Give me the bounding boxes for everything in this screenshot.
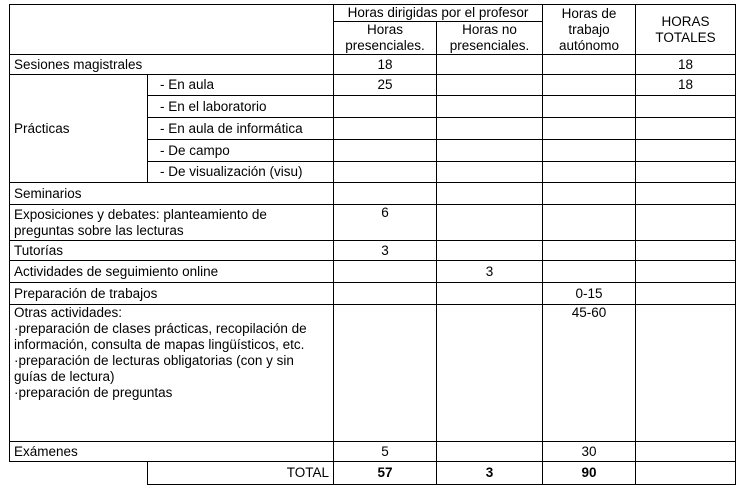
total-autonomo: 90 — [543, 462, 636, 485]
hours-table — [9, 4, 736, 485]
total-row — [10, 462, 736, 485]
cell-autonomo — [543, 261, 636, 283]
cell-total — [636, 205, 736, 241]
cell-total — [636, 162, 736, 183]
table-row — [10, 183, 736, 205]
cell-total — [636, 96, 736, 118]
cell-autonomo — [543, 241, 636, 261]
practicas-sub-laboratorio: - En el laboratorio — [148, 96, 334, 118]
cell-autonomo — [543, 96, 636, 118]
cell-total — [636, 442, 736, 462]
practicas-sub-visualizacion: - De visualización (visu) — [148, 162, 334, 183]
cell-total — [636, 305, 736, 442]
row-label-seminarios: Seminarios — [10, 183, 334, 205]
cell-presenciales: 6 — [334, 205, 437, 241]
cell-no-presenciales — [437, 140, 543, 162]
cell-no-presenciales — [437, 283, 543, 305]
header-group-directed: Horas dirigidas por el profesor — [334, 5, 543, 22]
cell-total — [636, 118, 736, 140]
row-label-practicas: Prácticas — [10, 75, 148, 183]
cell-presenciales — [334, 283, 437, 305]
table-row — [10, 305, 736, 442]
practicas-sub-campo: - De campo — [148, 140, 334, 162]
cell-presenciales: 25 — [334, 75, 437, 96]
cell-no-presenciales — [437, 96, 543, 118]
cell-autonomo — [543, 162, 636, 183]
cell-presenciales — [334, 96, 437, 118]
cell-total: 18 — [636, 75, 736, 96]
practicas-sub-informatica: - En aula de informática — [148, 118, 334, 140]
table-row — [10, 205, 736, 241]
cell-presenciales — [334, 140, 437, 162]
total-total — [636, 462, 736, 485]
cell-presenciales: 18 — [334, 55, 437, 75]
exposiciones-label-text: Exposiciones y debates: planteamiento de preguntas sobre las lecturas — [14, 206, 267, 238]
total-label: TOTAL — [148, 462, 334, 485]
cell-no-presenciales: 3 — [437, 261, 543, 283]
table-row — [10, 261, 736, 283]
total-no-presenciales: 3 — [437, 462, 543, 485]
practicas-sub-aula: - En aula — [148, 75, 334, 96]
row-label-examenes: Exámenes — [10, 442, 334, 462]
cell-presenciales — [334, 261, 437, 283]
cell-presenciales — [334, 118, 437, 140]
cell-autonomo — [543, 183, 636, 205]
header-blank-cell — [10, 5, 334, 55]
row-label-exposiciones — [10, 205, 334, 241]
cell-total — [636, 183, 736, 205]
cell-total — [636, 261, 736, 283]
otras-label-text: Otras actividades: ·preparación de clases prácticas, recopilación de información, consulta de mapas lingüísticos, etc. ·preparación de lecturas obligatorias (con y sin guías de lectura) ·preparación de preguntas — [14, 305, 307, 400]
cell-no-presenciales — [437, 75, 543, 96]
cell-autonomo — [543, 140, 636, 162]
cell-presenciales: 5 — [334, 442, 437, 462]
cell-total — [636, 283, 736, 305]
cell-presenciales: 3 — [334, 241, 437, 261]
cell-autonomo: 30 — [543, 442, 636, 462]
cell-presenciales — [334, 183, 437, 205]
table-row — [10, 55, 736, 75]
table-row — [10, 283, 736, 305]
cell-autonomo — [543, 118, 636, 140]
cell-autonomo — [543, 75, 636, 96]
table-row — [10, 241, 736, 261]
cell-no-presenciales — [437, 162, 543, 183]
row-label-trabajos: Preparación de trabajos — [10, 283, 334, 305]
header-presenciales: Horas presenciales. — [334, 22, 437, 55]
cell-no-presenciales — [437, 55, 543, 75]
row-label-otras — [10, 305, 334, 442]
cell-autonomo: 0-15 — [543, 283, 636, 305]
table-row — [10, 442, 736, 462]
table-row — [10, 75, 736, 96]
cell-no-presenciales — [437, 183, 543, 205]
cell-total: 18 — [636, 55, 736, 75]
header-totales: HORAS TOTALES — [636, 5, 736, 55]
cell-autonomo — [543, 55, 636, 75]
total-presenciales: 57 — [334, 462, 437, 485]
cell-presenciales — [334, 162, 437, 183]
cell-autonomo — [543, 205, 636, 241]
cell-presenciales — [334, 305, 437, 442]
cell-autonomo: 45-60 — [543, 305, 636, 442]
header-autonomo: Horas de trabajo autónomo — [543, 5, 636, 55]
header-no-presenciales: Horas no presenciales. — [437, 22, 543, 55]
row-label-sesiones: Sesiones magistrales — [10, 55, 334, 75]
total-blank-cell — [10, 462, 148, 485]
row-label-tutorias: Tutorías — [10, 241, 334, 261]
cell-no-presenciales — [437, 305, 543, 442]
cell-no-presenciales — [437, 442, 543, 462]
cell-total — [636, 241, 736, 261]
cell-no-presenciales — [437, 241, 543, 261]
cell-no-presenciales — [437, 118, 543, 140]
cell-total — [636, 140, 736, 162]
row-label-seguimiento: Actividades de seguimiento online — [10, 261, 334, 283]
cell-no-presenciales — [437, 205, 543, 241]
